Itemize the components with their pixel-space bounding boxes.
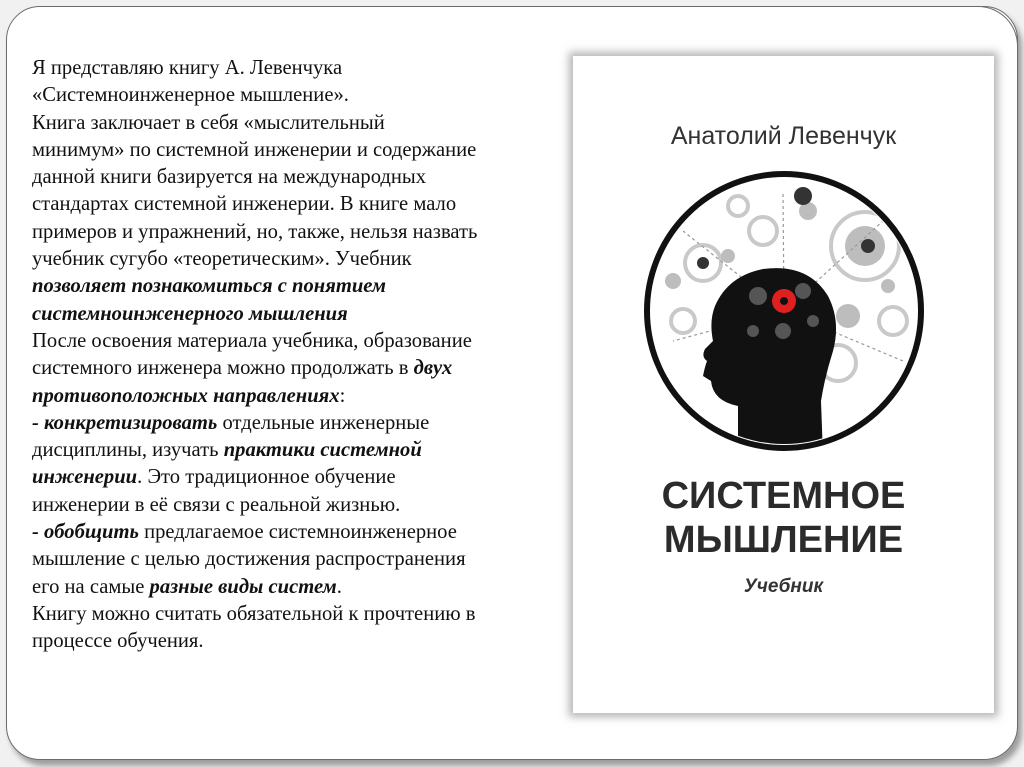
book-cover <box>573 56 994 713</box>
text-line: данной книги базируется на международных <box>32 166 427 189</box>
text-line: Книгу можно считать обязательной к прочтению в <box>32 602 476 625</box>
head-gears-illustration <box>643 171 925 456</box>
list-item-1: - конкретизировать отдельные инженерные <box>32 411 430 434</box>
book-author: Анатолий Левенчук <box>670 122 897 150</box>
text-line: мышление с целью достижения распространения <box>32 548 466 571</box>
text-line: его на самые разные виды систем. <box>32 575 342 598</box>
emphasis-text: разные виды систем <box>149 575 337 598</box>
emphasis-text: практики системной <box>223 439 422 462</box>
emphasis-text: - обобщить <box>32 521 139 544</box>
text-line: примеров и упражнений, но, также, нельзя назвать <box>32 220 478 243</box>
emphasis-line: позволяет познакомиться с понятием <box>32 275 387 298</box>
text-line: процессе обучения. <box>32 630 204 653</box>
emphasis-text: двух <box>413 357 453 380</box>
emphasis-line: системноинженерного мышления <box>32 302 348 325</box>
text-line: системного инженера можно продолжать в двух <box>32 357 453 380</box>
text-line: После освоения материала учебника, образование <box>32 329 472 352</box>
emphasis-text: противоположных направлениях <box>32 384 340 407</box>
text-line: противоположных направлениях: <box>32 384 346 407</box>
emphasis-text: инженерии <box>32 466 138 489</box>
list-item-2: - обобщить предлагаемое системноинженерное <box>32 521 457 544</box>
text-line: инженерии в её связи с реальной жизнью. <box>32 493 401 516</box>
book-subtitle: Учебник <box>743 576 824 597</box>
text-line: Книга заключает в себя «мыслительный <box>32 111 385 134</box>
slide-text <box>32 55 577 656</box>
text-line: стандартах системной инженерии. В книге мало <box>32 193 457 216</box>
text-line: учебник сугубо «теоретическим». Учебник <box>32 248 412 271</box>
slide-frame <box>6 6 1018 760</box>
book-title: СИСТЕМНОЕ МЫШЛЕНИЕ <box>661 475 906 561</box>
emphasis-text: - конкретизировать <box>32 411 218 434</box>
text-line: минимум» по системной инженерии и содержание <box>32 138 477 161</box>
text-line: инженерии. Это традиционное обучение <box>32 466 396 489</box>
text-line: дисциплины, изучать практики системной <box>32 439 422 462</box>
text-line: «Системноинженерное мышление». <box>32 84 349 107</box>
text-line: Я представляю книгу А. Левенчука <box>32 57 343 79</box>
